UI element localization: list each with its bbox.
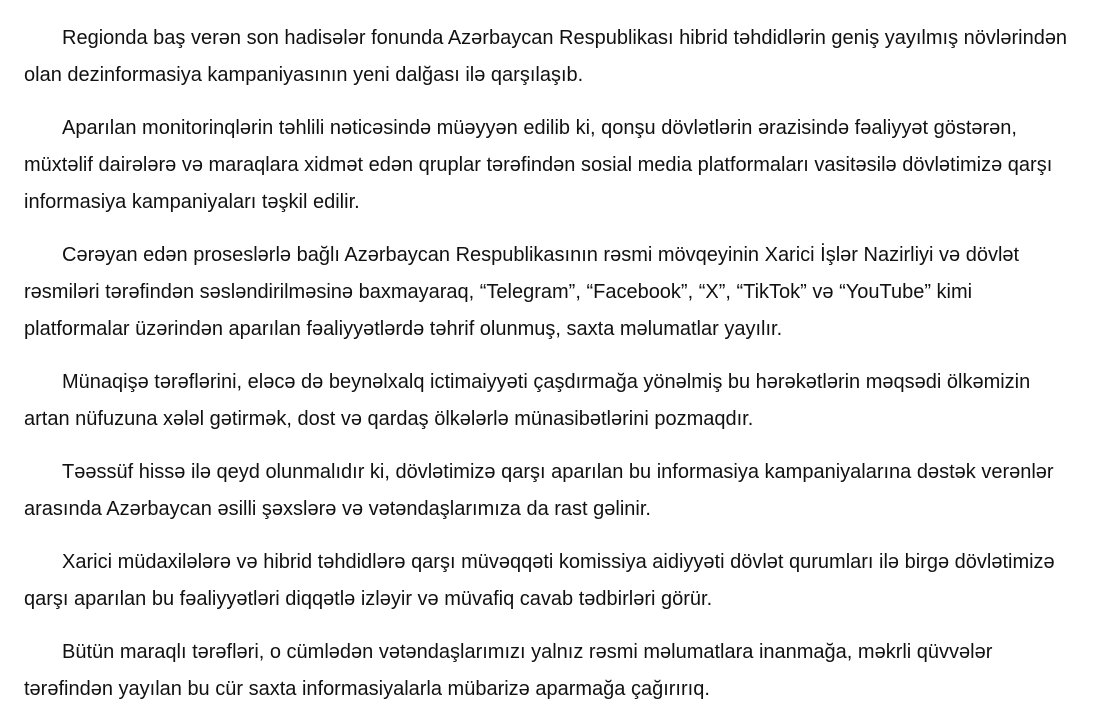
paragraph-2: Aparılan monitorinqlərin təhlili nəticəsində müəyyən edilib ki, qonşu dövlətlərin ərazisində fəaliyyət göstərən, müxtəlif dairələrə və maraqlara xidmət edən qruplar tərəfindən sosial media platformaları vasitəsilə dövlətimizə qarşı informasiya kampaniyaları təşkil edilir. — [24, 117, 1053, 213]
paragraph-1: Regionda baş verən son hadisələr fonunda Azərbaycan Respublikası hibrid təhdidlərin geniş yayılmış növlərindən olan dezinformasiya kampaniyasının yeni dalğası ilə qarşılaşıb. — [24, 27, 1068, 86]
paragraph-7: Bütün maraqlı tərəfləri, o cümlədən vətəndaşlarımızı yalnız rəsmi məlumatlara inanmağa, məkrli qüvvələr tərəfindən yayılan bu cür saxta informasiyalarla mübarizə aparmağa çağırırıq. — [24, 641, 993, 700]
paragraph-3: Cərəyan edən proseslərlə bağlı Azərbaycan Respublikasının rəsmi mövqeyinin Xarici İşlər Nazirliyi və dövlət rəsmiləri tərəfindən səsləndirilməsinə baxmayaraq, “Telegram”, “Facebook”, “X”, “TikTok” və “YouTube” kimi platformalar üzərindən aparılan fəaliyyətlərdə təhrif olunmuş, saxta məlumatlar yayılır. — [24, 244, 1020, 340]
paragraph-4: Münaqişə tərəflərini, eləcə də beynəlxalq ictimaiyyəti çaşdırmağa yönəlmiş bu hərəkətlərin məqsədi ölkəmizin artan nüfuzuna xələl gətirmək, dost və qardaş ölkələrlə münasibətlərini pozmaqdır. — [24, 371, 1031, 430]
paragraph-5: Təəssüf hissə ilə qeyd olunmalıdır ki, dövlətimizə qarşı aparılan bu informasiya kampaniyalarına dəstək verənlər arasında Azərbaycan əsilli şəxslərə və vətəndaşlarımıza da rast gəlinir. — [24, 461, 1054, 520]
paragraph-6: Xarici müdaxilələrə və hibrid təhdidlərə qarşı müvəqqəti komissiya aidiyyəti dövlət qurumları ilə birgə dövlətimizə qarşı aparılan bu fəaliyyətləri diqqətlə izləyir və müvafiq cavab tədbirləri görür. — [24, 551, 1055, 610]
